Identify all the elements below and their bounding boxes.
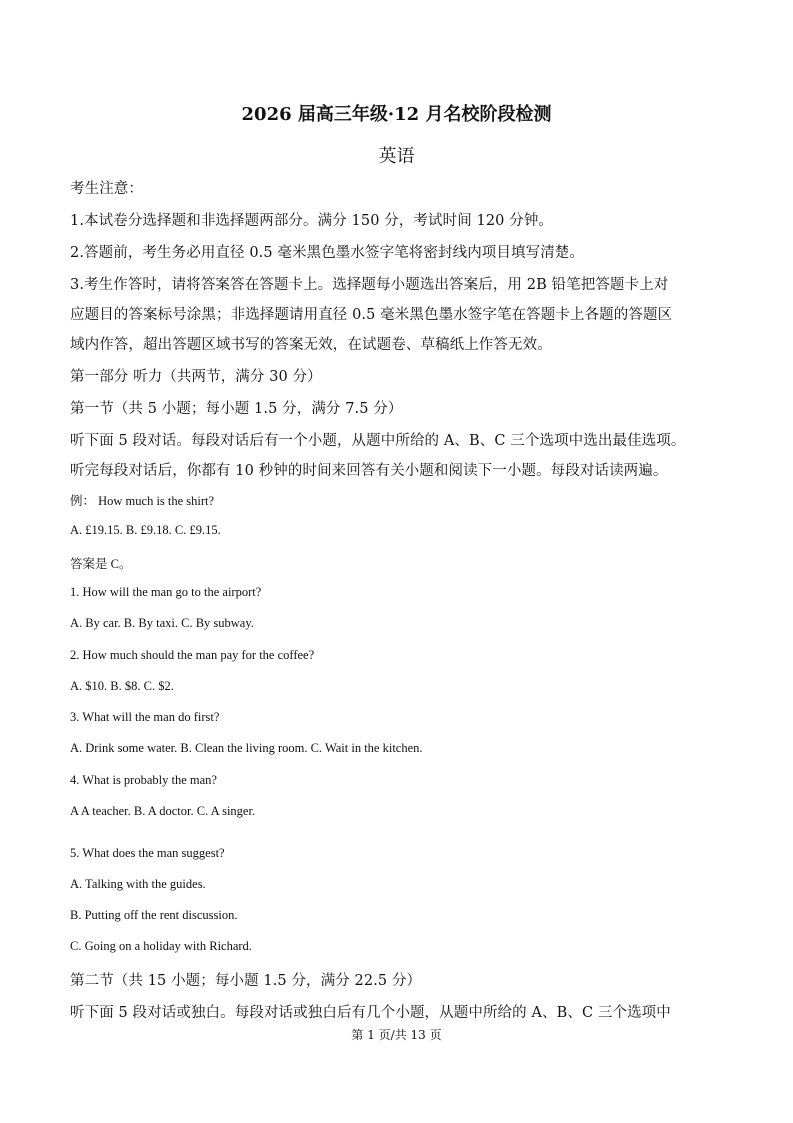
question-1: 1. How will the man go to the airport? bbox=[70, 585, 262, 599]
example-question: 例： How much is the shirt? bbox=[70, 494, 215, 508]
question-5-option-a: A. Talking with the guides. bbox=[70, 877, 206, 891]
notice-heading: 考生注意： bbox=[70, 181, 143, 197]
section2-instruction: 听下面 5 段对话或独白。每段对话或独白后有几个小题，从题中所给的 A、B、C 三个选项中 bbox=[70, 1005, 671, 1021]
section1-instruction-line-2: 听完每段对话后，你都有 10 秒钟的时间来回答有关小题和阅读下一小题。每段对话读两遍。 bbox=[70, 463, 668, 479]
exam-title: 2026 届高三年级·12 月名校阶段检测 bbox=[241, 104, 552, 125]
question-4: 4. What is probably the man? bbox=[70, 773, 217, 787]
notice-item-3-line-2: 应题目的答案标号涂黑；非选择题请用直径 0.5 毫米黑色墨水签字笔在答题卡上各题的答题区 bbox=[70, 307, 673, 323]
question-5-option-b: B. Putting off the rent discussion. bbox=[70, 908, 238, 922]
question-5: 5. What does the man suggest? bbox=[70, 846, 225, 860]
notice-item-3-line-3: 域内作答，超出答题区域书写的答案无效，在试题卷、草稿纸上作答无效。 bbox=[70, 337, 552, 353]
example-answer: 答案是 C。 bbox=[70, 557, 132, 571]
notice-item-1: 1.本试卷分选择题和非选择题两部分。满分 150 分，考试时间 120 分钟。 bbox=[70, 213, 554, 229]
question-2-options: A. $10. B. $8. C. $2. bbox=[70, 679, 174, 693]
question-2: 2. How much should the man pay for the coffee? bbox=[70, 648, 315, 662]
section2-heading: 第二节（共 15 小题；每小题 1.5 分，满分 22.5 分） bbox=[70, 973, 422, 989]
question-5-option-c: C. Going on a holiday with Richard. bbox=[70, 939, 252, 953]
notice-item-2: 2.答题前，考生务必用直径 0.5 毫米黑色墨水签字笔将密封线内项目填写清楚。 bbox=[70, 245, 585, 261]
question-1-options: A. By car. B. By taxi. C. By subway. bbox=[70, 616, 254, 630]
section1-heading: 第一节（共 5 小题；每小题 1.5 分，满分 7.5 分） bbox=[70, 401, 403, 417]
section1-instruction-line-1: 听下面 5 段对话。每段对话后有一个小题，从题中所给的 A、B、C 三个选项中选出最佳选项。 bbox=[70, 433, 686, 449]
question-3: 3. What will the man do first? bbox=[70, 710, 220, 724]
part1-heading: 第一部分 听力（共两节，满分 30 分） bbox=[70, 369, 322, 385]
question-4-options: A A teacher. B. A doctor. C. A singer. bbox=[70, 804, 256, 818]
notice-item-3-line-1: 3.考生作答时，请将答案答在答题卡上。选择题每小题选出答案后，用 2B 铅笔把答题卡上对 bbox=[70, 277, 669, 293]
question-3-options: A. Drink some water. B. Clean the living room. C. Wait in the kitchen. bbox=[70, 741, 423, 755]
exam-subject: 英语 bbox=[378, 146, 415, 167]
example-options: A. £19.15. B. £9.18. C. £9.15. bbox=[70, 523, 221, 537]
page-number: 第 1 页/共 13 页 bbox=[351, 1028, 442, 1042]
